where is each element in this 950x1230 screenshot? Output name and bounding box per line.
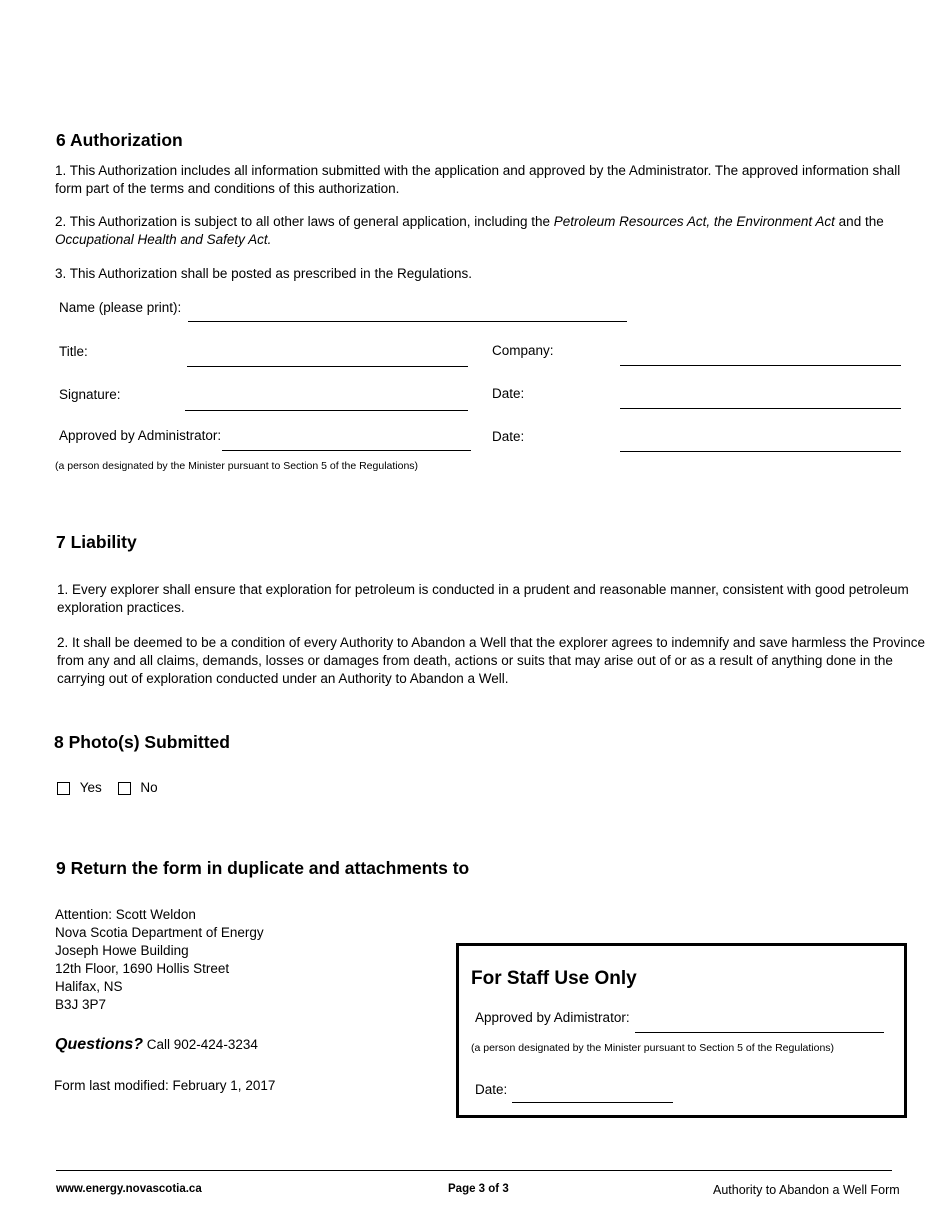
return-address	[55, 906, 264, 1014]
staff-date-field[interactable]	[512, 1102, 673, 1103]
company-field[interactable]	[620, 365, 901, 366]
title-field[interactable]	[187, 366, 468, 367]
form-modified: Form last modified: February 1, 2017	[54, 1078, 276, 1093]
name-field[interactable]	[188, 321, 627, 322]
company-label: Company:	[492, 343, 554, 358]
yes-checkbox[interactable]	[57, 782, 70, 795]
questions-line	[55, 1036, 258, 1054]
footer-divider	[56, 1170, 892, 1171]
approved-field[interactable]	[222, 450, 471, 451]
staff-approved-label: Approved by Adimistrator:	[475, 1010, 630, 1025]
no-checkbox[interactable]	[118, 782, 131, 795]
staff-approved-field[interactable]	[635, 1032, 884, 1033]
address-line: B3J 3P7	[55, 997, 107, 1012]
address-line: Halifax, NS	[55, 979, 123, 994]
date-field-1[interactable]	[620, 408, 901, 409]
authorization-note: (a person designated by the Minister pursuant to Section 5 of the Regulations)	[55, 460, 419, 472]
no-label: No	[140, 780, 158, 795]
address-line: Nova Scotia Department of Energy	[55, 925, 264, 940]
authorization-para-2: 2. This Authorization is subject to all other laws of general application, including the Petroleum Resources Act, the Environment Act and the Occupational Health and Safety Act.	[55, 214, 884, 247]
questions-phone: Call 902-424-3234	[143, 1037, 258, 1052]
yes-label: Yes	[79, 780, 102, 795]
return-heading: 9 Return the form in duplicate and attachments to	[56, 858, 470, 878]
questions-label: Questions?	[55, 1036, 144, 1053]
photos-heading: 8 Photo(s) Submitted	[54, 732, 230, 752]
authorization-para-1: 1. This Authorization includes all information submitted with the application and approved by the Administrator. The approved information shall form part of the terms and conditions of this authorization.	[55, 163, 901, 196]
footer-form-name: Authority to Abandon a Well Form	[713, 1183, 900, 1197]
date-field-2[interactable]	[620, 451, 901, 452]
footer-website[interactable]: www.energy.novascotia.ca	[56, 1183, 202, 1195]
signature-label: Signature:	[59, 387, 121, 402]
date-label-2: Date:	[492, 429, 525, 444]
signature-field[interactable]	[185, 410, 468, 411]
authorization-heading: 6 Authorization	[56, 130, 183, 150]
staff-title: For Staff Use Only	[471, 968, 637, 989]
staff-date-label: Date:	[475, 1082, 508, 1097]
liability-para-1: 1. Every explorer shall ensure that exploration for petroleum is conducted in a prudent and reasonable manner, consistent with good petroleum exploration practices.	[57, 582, 909, 615]
liability-para-2: 2. It shall be deemed to be a condition of every Authority to Abandon a Well that the explorer agrees to indemnify and save harmless the Province from any and all claims, demands, losses or damages from death, actions or suits that may arise out of or as a result of anything done in the carrying out of exploration conducted under an Authority to Abandon a Well.	[57, 635, 926, 686]
authorization-para-3: 3. This Authorization shall be posted as prescribed in the Regulations.	[55, 266, 473, 281]
title-label: Title:	[59, 344, 88, 359]
footer-page: Page 3 of 3	[448, 1183, 509, 1195]
photos-options	[57, 780, 158, 795]
liability-heading: 7 Liability	[56, 532, 137, 552]
address-line: Joseph Howe Building	[55, 943, 189, 958]
address-line: Attention: Scott Weldon	[55, 907, 196, 922]
date-label-1: Date:	[492, 386, 525, 401]
approved-label: Approved by Administrator:	[59, 428, 222, 443]
address-line: 12th Floor, 1690 Hollis Street	[55, 961, 230, 976]
name-label: Name (please print):	[59, 300, 182, 315]
staff-use-box	[456, 943, 907, 1118]
staff-note: (a person designated by the Minister pursuant to Section 5 of the Regulations)	[471, 1042, 835, 1054]
